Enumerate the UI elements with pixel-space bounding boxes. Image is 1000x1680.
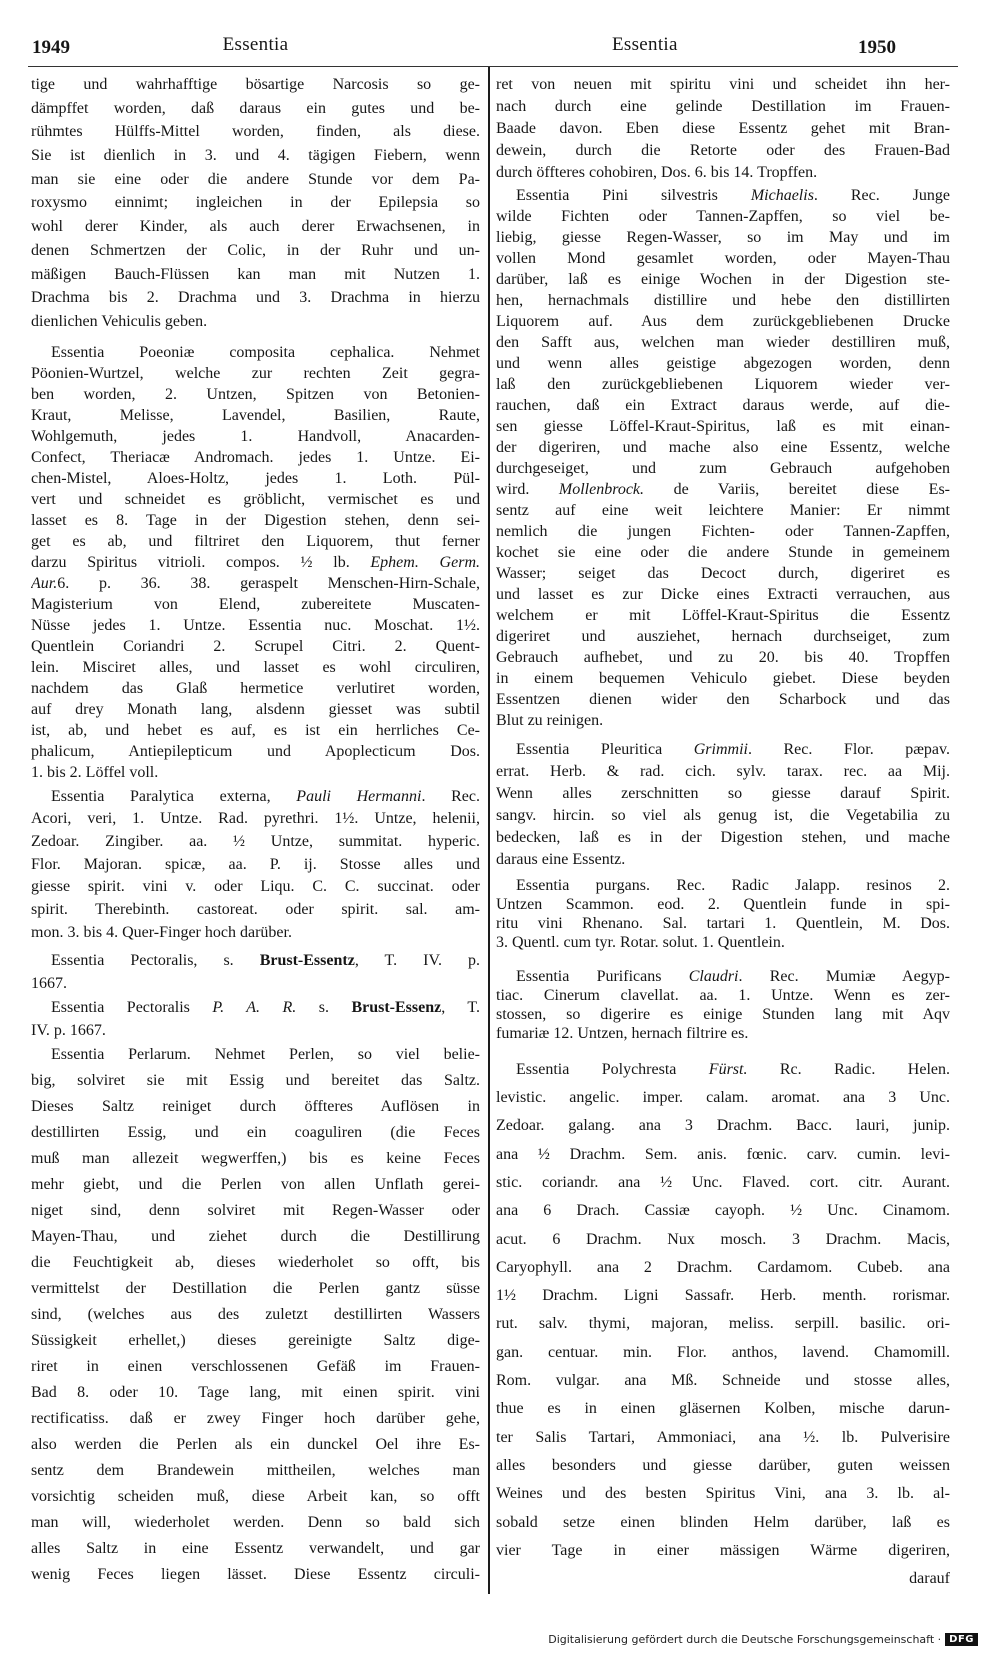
text-line: mon. 3. bis 4. Quer-Finger hoch darüber. xyxy=(31,923,292,941)
text-line: wohl derer Kinder, als auch derer Erwachsenen, in xyxy=(31,218,480,236)
text-line: nachdem das Glaß hermetice verlutiret worden, xyxy=(31,680,480,698)
text-line: mehr giebt, und die Perlen von allen Unflath gerei- xyxy=(31,1176,480,1193)
text-segment: s. xyxy=(296,998,352,1016)
text-line: sind, (welches aus des zuletzt destillirten Wassers xyxy=(31,1306,480,1323)
text-line: Nüsse jedes 1. Untze. Essentia nuc. Moschat. 1½. xyxy=(31,617,480,635)
text-line xyxy=(496,479,950,500)
text-line: thue es in einen gläsernen Kolben, mische darun- xyxy=(496,1400,950,1418)
italic-text: Aur. xyxy=(31,575,58,593)
text-line: sen giesse Löffel-Kraut-Spiritus, laß es mit einan- xyxy=(496,417,950,435)
text-line: den Safft aus, welchen man wieder destilliren muß, xyxy=(496,333,950,351)
text-line: Wohlgemuth, jedes 1. Handvoll, Anacarden- xyxy=(31,427,480,445)
text-line: wilde Fichten oder Tannen-Zapffen, so viel be- xyxy=(496,207,950,225)
text-line: bedecken, laß es in der Digestion stehen, und mache xyxy=(496,829,950,846)
text-line: daraus eine Essentz. xyxy=(496,851,626,868)
text-line xyxy=(31,949,480,972)
text-segment: wird. xyxy=(496,480,559,498)
text-line: Zedoar. galang. ana 3 Drachm. Bacc. lauri, junip. xyxy=(496,1117,950,1135)
entry-paragraph xyxy=(496,1056,950,1565)
text-line: dienlichen Vehiculis geben. xyxy=(31,312,208,330)
text-line: nemlich die jungen Fichten- oder Tannen-Zapffen, xyxy=(496,522,950,540)
text-line: kochet sie eine oder die andere Stunde in gemeinem xyxy=(496,543,950,561)
text-line: phalicum, Antiepilepticum und Apoplecticum Dos. xyxy=(31,743,480,761)
text-line: Blut zu reinigen. xyxy=(496,711,604,729)
text-line: stic. coriandr. ana ½ Unc. Flaved. cort. citr. Aurant. xyxy=(496,1173,950,1191)
entry-paragraph xyxy=(496,185,950,731)
text-line: Mayen-Thau, und ziehet durch die Destillirung xyxy=(31,1228,480,1245)
text-segment: , T. xyxy=(441,998,480,1016)
text-line: alles Saltz in eine Essentz verwandelt, und gar xyxy=(31,1540,480,1557)
text-line: welchem er mit Löffel-Kraut-Spiritus die Essentz xyxy=(496,606,950,624)
italic-text: Pauli Hermanni xyxy=(296,787,422,805)
catchword: darauf xyxy=(909,1570,950,1587)
entry-paragraph xyxy=(496,74,950,184)
entry-paragraph xyxy=(31,1042,480,1588)
running-title-right: Essentia xyxy=(612,34,678,55)
text-line: 3. Quentl. cum tyr. Rotar. solut. 1. Quentlein. xyxy=(496,934,785,952)
text-line: acut. 6 Drachm. Nux mosch. 3 Drachm. Macis, xyxy=(496,1230,950,1248)
text-line: sentz dem Brandewein mittheilen, welches man xyxy=(31,1462,480,1479)
italic-text: Grimmii xyxy=(693,741,748,758)
text-line: Dieses Saltz reiniget durch öffteres Auflösen in xyxy=(31,1098,480,1115)
text-line: rut. salv. thymi, majoran, meliss. serpill. basilic. ori- xyxy=(496,1315,950,1333)
footer-credit xyxy=(548,1633,978,1646)
text-line: Weines und des besten Spiritus Vini, ana 3. lb. al- xyxy=(496,1485,950,1503)
text-line: 1667. xyxy=(31,974,67,992)
text-line: lein. Misciret alles, und lasset es wohl circuliren, xyxy=(31,659,480,677)
text-line: alles besonders und giesse darüber, guten weissen xyxy=(496,1456,950,1474)
text-line: und lasset es zur Dicke eines Extracti verrauchen, aus xyxy=(496,585,950,603)
text-line: IV. p. 1667. xyxy=(31,1021,106,1039)
text-line: rectificatiss. daß er zwey Finger hoch darüber gehe, xyxy=(31,1410,480,1427)
text-line xyxy=(31,552,480,573)
text-line: Baade davon. Eben diese Essentz gehet mit Bran- xyxy=(496,120,950,137)
text-line: Acori, veri, 1. Untze. Rad. pyrethri. 1½. Untze, helenii, xyxy=(31,810,480,828)
text-line: dewein, durch die Retorte oder des Frauen-Bad xyxy=(496,142,950,159)
text-line: vier Tage in einer mässigen Wärme digeriren, xyxy=(496,1541,950,1559)
text-line: big, solviret sie mit Essig und bereitet das Saltz. xyxy=(31,1072,480,1089)
left-column xyxy=(31,0,480,1680)
text-line: Sie ist dienlich in 3. und 4. tägigen Fiebern, wenn xyxy=(31,147,480,165)
text-line: riret in einen verschlossenen Gefäß im Frauen- xyxy=(31,1358,480,1375)
text-line: gan. centuar. min. Flor. anthos, lavend. Chamomill. xyxy=(496,1343,950,1361)
italic-text: Ephem. Germ. xyxy=(370,553,480,571)
text-segment: Essentia Pini silvestris xyxy=(516,186,751,204)
text-line: 1. bis 2. Löffel voll. xyxy=(31,764,159,782)
text-line: Zedoar. Zingiber. aa. ½ Untze, summitat. hyperic. xyxy=(31,832,480,850)
text-line: rauchen, daß ein Extract daraus werde, auf die- xyxy=(496,396,950,414)
text-line: man sie eine oder die andere Stunde vor dem Pa- xyxy=(31,170,480,188)
text-segment: 6. p. 36. 38. geraspelt Menschen-Hirn-Schale, xyxy=(57,575,480,593)
entry-paragraph xyxy=(31,342,480,784)
text-line: giesse spirit. vini v. oder Liqu. C. C. succinat. oder xyxy=(31,878,480,896)
text-line: tiac. Cinerum clavellat. aa. 1. Untze. Wenn es zer- xyxy=(496,986,950,1004)
text-segment: Essentia Polychresta xyxy=(516,1060,709,1078)
text-segment: darzu Spiritus vitrioli. compos. ½ lb. xyxy=(31,553,371,571)
text-line: laß den zurückgebliebenen Liquorem wieder ver- xyxy=(496,375,950,393)
column-divider xyxy=(488,67,490,1594)
entry-paragraph xyxy=(496,739,950,871)
text-line: ana ½ Drachm. Sem. anis. fœnic. carv. cumin. levi- xyxy=(496,1145,950,1163)
text-line: spirit. Therebinth. castoreat. oder spirit. sal. am- xyxy=(31,901,480,919)
bold-text: Brust-Essentz xyxy=(259,951,355,969)
text-line: Liquorem auf. Aus dem zurückgebliebenen Drucke xyxy=(496,312,950,330)
text-line: Bad 8. oder 10. Tage lang, mit einen spirit. vini xyxy=(31,1384,480,1401)
text-line: ana 6 Drach. Cassiæ cayoph. ½ Unc. Cinamom. xyxy=(496,1202,950,1220)
text-line: also werden die Perlen als ein dunckel Oel ihre Es- xyxy=(31,1436,480,1453)
text-line: Essentia Perlarum. Nehmet Perlen, so viel belie- xyxy=(51,1046,480,1063)
entry-paragraph xyxy=(496,876,950,953)
text-line: Essentzen dienen wider den Scharbock und das xyxy=(496,690,950,708)
text-line: man will, wiederholet werden. Denn so bald sich xyxy=(31,1514,480,1531)
text-line: chen-Mistel, Aloes-Holtz, jedes 1. Loth. Pül- xyxy=(31,469,480,487)
text-line: wenig Feces liegen lässet. Diese Essentz circuli- xyxy=(31,1566,480,1583)
text-segment: Essentia Pleuritica xyxy=(516,741,694,758)
text-line: Flor. Majoran. spicæ, aa. P. ij. Stosse alles und xyxy=(31,855,480,873)
entry-paragraph xyxy=(31,949,480,995)
text-line: auf drey Monath lang, alsdenn giesset was subtil xyxy=(31,701,480,719)
text-line: ret von neuen mit spiritu vini und scheidet ihn her- xyxy=(496,76,950,93)
text-line xyxy=(31,786,480,809)
text-line: sobald setze einen blinden Helm darüber, laß es xyxy=(496,1513,950,1531)
text-line: mäßigen Bauch-Flüssen kan man mit Nutzen 1. xyxy=(31,265,480,283)
text-line: ist, ab, und hebet es auf, es ist ein herrliches Ce- xyxy=(31,722,480,740)
text-line: Süssigkeit erhellet,) dieses gereinigte Saltz dige- xyxy=(31,1332,480,1349)
text-line: die Feuchtigkeit ab, dieses wiederholet so offt, bis xyxy=(31,1254,480,1271)
text-line: tige und wahrhafftige bösartige Narcosis so ge- xyxy=(31,76,480,93)
text-line: darüber, laß es einige Wochen in der Digestion ste- xyxy=(496,270,950,288)
text-line: get es ab, und filtriret den Liquorem, thut ferner xyxy=(31,532,480,550)
dfg-logo: DFG xyxy=(945,1633,978,1646)
text-line: durch öffteres cohobiren, Dos. 6. bis 14. Tropffen. xyxy=(496,164,818,181)
text-segment: Essentia Purificans xyxy=(516,967,689,985)
italic-text: Claudri xyxy=(688,967,739,985)
text-line: Gebrauch aufhebet, und zu 20. bis 40. Tropffen xyxy=(496,648,950,666)
text-segment: Rc. Radic. Helen. xyxy=(747,1060,950,1078)
footer-credit-text: Digitalisierung gefördert durch die Deutsche Forschungsgemeinschaft · xyxy=(548,1633,942,1646)
text-line: vorsichtig scheiden muß, diese Arbeit kan, so offt xyxy=(31,1488,480,1505)
text-line xyxy=(496,967,950,986)
text-line: Kraut, Melisse, Lavendel, Basilien, Raute, xyxy=(31,406,480,424)
text-segment: Essentia Pectoralis, s. xyxy=(51,951,260,969)
text-line: ritu vini Rhenano. Sal. tartari 1. Quentlein, M. Dos. xyxy=(496,915,950,933)
text-line: 1½ Drachm. Ligni Sassafr. Herb. menth. rorismar. xyxy=(496,1287,950,1305)
text-line: destillirten Essig, und ein coaguliren (die Feces xyxy=(31,1124,480,1141)
text-segment: de Variis, bereitet diese Es- xyxy=(644,480,950,498)
text-segment: . Rec. Junge xyxy=(813,186,950,204)
text-segment: . Rec. xyxy=(421,787,480,805)
text-line: lasset es 8. Tage in der Digestion stehen, denn sei- xyxy=(31,511,480,529)
text-line xyxy=(496,739,950,761)
text-line: roxysmo einnimt; ingleichen in der Epilepsia so xyxy=(31,194,480,212)
text-line: Pöonien-Wurtzel, welche zur rechten Zeit gegra- xyxy=(31,364,480,382)
text-line: Essentia purgans. Rec. Radic Jalapp. resinos 2. xyxy=(516,876,950,894)
text-line: dämpffet worden, daß daraus ein gutes und be- xyxy=(31,99,480,117)
text-segment: Essentia Pectoralis xyxy=(51,998,213,1016)
text-line xyxy=(496,1056,950,1084)
text-line: digeriret und ausziehet, hernach durchseiget, zum xyxy=(496,627,950,645)
text-segment: . Rec. Mumiæ Aegyp- xyxy=(738,967,950,985)
text-line: muß man allezeit wegwerffen,) bis es keine Feces xyxy=(31,1150,480,1167)
text-line: Quentlein Coriandri 2. Scrupel Citri. 2. Quent- xyxy=(31,638,480,656)
italic-text: Michaelis xyxy=(750,186,814,204)
text-line xyxy=(496,185,950,206)
entry-paragraph xyxy=(31,73,480,334)
right-column xyxy=(496,0,950,1680)
entry-paragraph xyxy=(31,786,480,945)
text-line: vollen Mond gesamlet worden, oder Mayen-Thau xyxy=(496,249,950,267)
page-number-right: 1950 xyxy=(858,37,896,58)
text-segment: . Rec. Flor. pæpav. xyxy=(747,741,950,758)
text-line: Wasser; seiget das Decoct durch, digeriret es xyxy=(496,564,950,582)
text-line: vert und schneidet es gröblicht, vermischet es und xyxy=(31,490,480,508)
text-line: rühmtes Hülffs-Mittel worden, finden, als diese. xyxy=(31,123,480,141)
text-segment: Essentia Paralytica externa, xyxy=(51,787,297,805)
entry-paragraph xyxy=(31,996,480,1042)
text-line: liebig, giesse Regen-Wasser, so im May und im xyxy=(496,228,950,246)
text-line: sentz auf eine weit leichtere Manier: Er nimmt xyxy=(496,501,950,519)
text-line xyxy=(31,996,480,1019)
entry-paragraph xyxy=(496,967,950,1043)
text-line: Magisterium von Elend, zubereitete Muscaten- xyxy=(31,596,480,614)
text-line: nach durch eine gelinde Destillation im Frauen- xyxy=(496,98,950,115)
text-line: denen Schmertzen der Colic, in der Ruhr und un- xyxy=(31,241,480,259)
text-line: hen, hernachmals distillire und hebe den distillirten xyxy=(496,291,950,309)
text-line: Drachma bis 2. Drachma und 3. Drachma in hierzu xyxy=(31,289,480,307)
italic-text: Fürst. xyxy=(708,1060,748,1078)
text-line: ter Salis Tartari, Ammoniaci, ana ½. lb. Pulverisire xyxy=(496,1428,950,1446)
text-line: errat. Herb. & rad. cich. sylv. tarax. rec. aa Mij. xyxy=(496,763,950,780)
text-line: durchgeseiget, und zum Gebrauch aufgehoben xyxy=(496,459,950,477)
text-line: vermittelst der Destillation die Perlen gantz süsse xyxy=(31,1280,480,1297)
text-line: Essentia Poeoniæ composita cephalica. Nehmet xyxy=(51,343,480,361)
italic-text: Mollenbrock. xyxy=(558,480,645,498)
text-line: Rom. vulgar. ana Mß. Schneide und stosse alles, xyxy=(496,1372,950,1390)
text-line: Confect, Theriacæ Andromach. jedes 1. Untze. Ei- xyxy=(31,448,480,466)
text-line: Untzen Scammon. eod. 2. Quentlein funde in spi- xyxy=(496,895,950,913)
text-line: stossen, so digerire es einige Stunden lang mit Aqv xyxy=(496,1005,950,1023)
running-title-left: Essentia xyxy=(222,34,289,55)
text-line: ben worden, 2. Untzen, Spitzen von Betonien- xyxy=(31,385,480,403)
text-line: sangv. hircin. so viel als genug ist, die Vegetabilia zu xyxy=(496,807,950,824)
text-line: der digeriren, und mache also eine Essentz, welche xyxy=(496,438,950,456)
text-line xyxy=(31,573,480,594)
page-number-left: 1949 xyxy=(32,37,70,58)
bold-text: Brust-Essenz xyxy=(351,998,442,1016)
text-line: in einem bequemen Vehiculo giebet. Diese beyden xyxy=(496,669,950,687)
text-line: und wenn alles geistige abgezogen worden, denn xyxy=(496,354,950,372)
text-line: levistic. angelic. imper. calam. aromat. ana 3 Unc. xyxy=(496,1089,950,1107)
text-segment: , T. IV. p. xyxy=(354,951,480,969)
italic-text: P. A. R. xyxy=(212,998,297,1016)
text-line: niget sind, denn solviret mit Regen-Wasser oder xyxy=(31,1202,480,1219)
text-line: Caryophyll. ana 2 Drachm. Cardamom. Cubeb. ana xyxy=(496,1258,950,1276)
text-line: Wenn alles zerschnitten so giesse darauf Spirit. xyxy=(496,785,950,802)
text-line: fumariæ 12. Untzen, hernach filtrire es. xyxy=(496,1024,749,1042)
